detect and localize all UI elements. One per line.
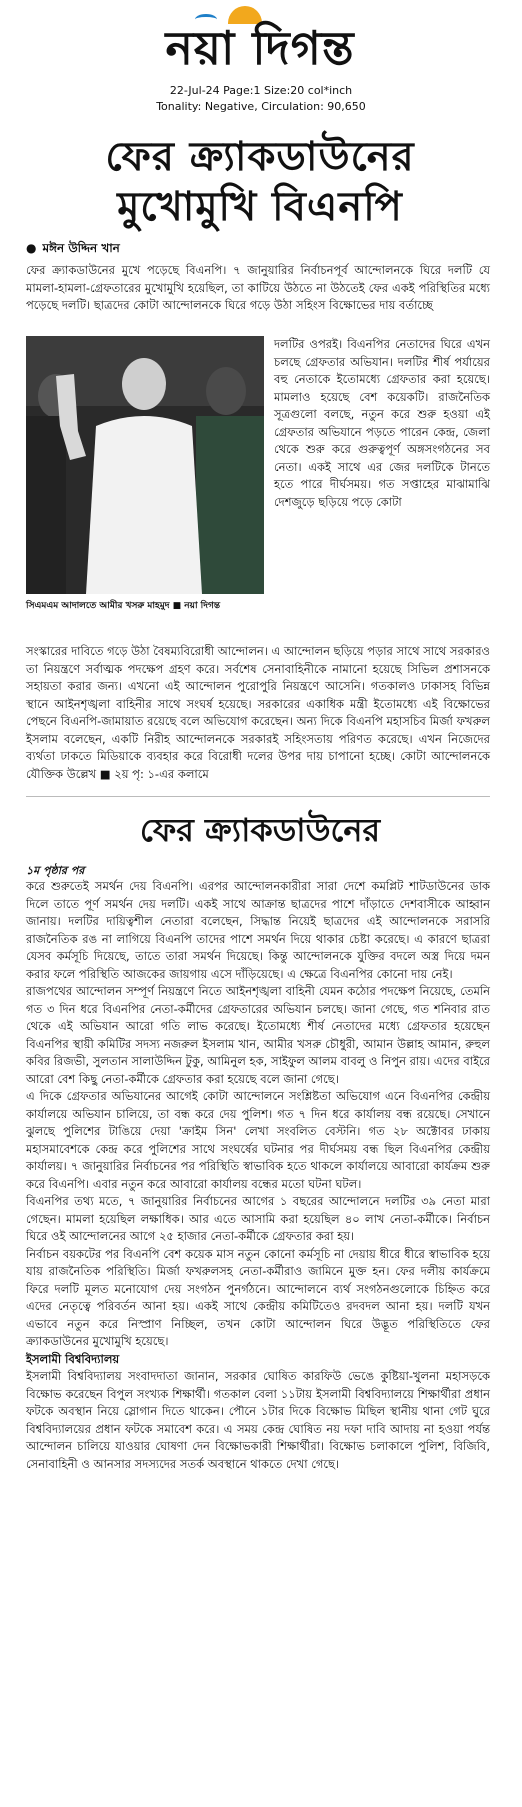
wrap-paragraph: দলটির ওপরই। বিএনপির নেতাদের ঘিরে এখন চলছে গ্রেফতার অভিযান। দলটির শীর্ষ পর্যায়ের বহু নেতাকে ইতোমধ্যে গ্রেফতার করা হয়েছে। মামলাও হয়েছে বেশ কয়েকটি। রাজনৈতিক সূত্রগুলো বলছে, নতুন করে শুরু হওয়া এই গ্রেফতার অভিযানে পড়তে পারেন কেন্দ্র, জেলা থেকে শুরু করে গুরুত্বপূর্ণ অঙ্গসংগঠনের সব নেতা। একই সাথে এর জের দলটিকে টানতে হতে পারে দীর্ঘসময়। গত সপ্তাহের মাঝামাঝি দেশজুড়ে ছড়িয়ে পড়ে কোটা: [274, 337, 490, 509]
clipping-meta-line1: 22-Jul-24 Page:1 Size:20 col*inch: [169, 84, 353, 97]
intro-paragraph: ফের ক্র্যাকডাউনের মুখে পড়েছে বিএনপি। ৭ জানুয়ারির নির্বাচনপূর্ব আন্দোলনকে ঘিরে দলটি যে মামলা-হামলা-গ্রেফতারের মুখোমুখি হয়েছিল, তা কাটিয়ে উঠতে না উঠতেই ফের একই পরিস্থিতির মধ্যে পড়েছে দলটি। ছাত্রদের কোটা আন্দোলনকে ঘিরে গড়ে উঠা সহিংস বিক্ষোভের দায় বর্তাচ্ছে: [26, 263, 490, 312]
body-paragraph: এ দিকে গ্রেফতার অভিযানের আগেই কোটা আন্দোলনে সংশ্লিষ্টতা অভিযোগ এনে বিএনপির কেন্দ্রীয় কার্যালয়ে অভিযান চালিয়ে, তা বন্ধ করে দেয় পুলিশ। গত ৭ দিন ধরে কার্যালয় বন্ধ রয়েছে। সেখানে ঝুলছে পুলিশের টাঙিয়ে দেয়া 'ক্রাইম সিন' লেখা সংবলিত বেস্টনি। গত ২৮ অক্টোবর ঢাকায় মহাসমাবেশকে কেন্দ্র করে পুলিশের সাথে সংঘর্ষের ঘটনার পর দীর্ঘসময় বন্ধ ছিল বিএনপির কেন্দ্রীয় কার্যালয়। ৭ জানুয়ারির নির্বাচনের পর পরিস্থিতি স্বাভাবিক হতে থাকলে কার্যালয়ে আবারো কার্যক্রম শুরু করে বিএনপি। এবার নতুন করে আবারো কার্যালয় বন্ধের মতো ঘটনা ঘটল।: [26, 1089, 490, 1191]
jump-body: [26, 878, 490, 1473]
news-photo: [26, 336, 264, 594]
masthead: [0, 0, 522, 120]
section-divider: [26, 796, 490, 797]
newspaper-logo: নয়া দিগন্ত: [165, 21, 355, 75]
body-paragraph: রাজপথের আন্দোলন সম্পূর্ণ নিয়ন্ত্রণে নিতে আইনশৃঙ্খলা বাহিনী যেমন কঠোর পদক্ষেপ নিয়েছে, তেমনি গত ৩ দিন ধরে বিএনপির নেতা-কর্মীদের গ্রেফতারের অভিযান চলছে। জানা গেছে, গত শনিবার রাত থেকে এই অভিযান আরো গতি লাভ করেছে। ইতোমধ্যে শীর্ষ নেতাদের মধ্যে গ্রেফতার হয়েছেন বিএনপির স্থায়ী কমিটির সদস্য নজরুল ইসলাম খান, আমীর খসরু চৌধুরী, আমান উল্লাহ আমান, রুহুল কবির রিজভী, সুলতান সালাউদ্দিন টুকু, আমিনুল হক, সাইফুল আলম বাবলু ও নিপুন রায়। এদের বাইরে আরো বেশ কিছু নেতা-কর্মীকে গ্রেফতার করা হয়েছে বলে জানা গেছে।: [26, 984, 490, 1086]
subheading: ইসলামী বিশ্ববিদ্যালয়: [26, 1351, 120, 1366]
photo-caption: সিএমএম আদালতে আমীর খসরু মাহমুদ ■ নয়া দিগন্ত: [26, 601, 221, 611]
body-paragraph: ইসলামী বিশ্ববিদ্যালয় সংবাদদাতা জানান, সরকার ঘোষিত কারফিউ ভেঙে কুষ্টিয়া-খুলনা মহাসড়কে বিক্ষোভ করেছেন বিপুল সংখ্যক শিক্ষার্থী। গতকাল বেলা ১১টায় ইসলামী বিশ্ববিদ্যালয়ে শিক্ষার্থীরা প্রধান ফটকে অবস্থান নিয়ে স্লোগান দিতে থাকেন। পৌনে ১টার দিকে বিক্ষোভ মিছিল স্থানীয় থানা গেট ঘুরে বিশ্ববিদ্যালয়ের প্রধান ফটকে সমাবেশ করে। এ সময় কেন্দ্র ঘোষিত নয় দফা দাবি আদায় না হওয়া পর্যন্ত আন্দোলন চালিয়ে যাওয়ার ঘোষণা দেন বিক্ষোভকারী শিক্ষার্থীরা। বিক্ষোভ চলাকালে পুলিশ, বিজিবি, সেনাবাহিনী ও আনসার সদস্যদের সতর্ক অবস্থানে থাকতে দেখা গেছে।: [26, 1369, 490, 1471]
from-page-label: ১ম পৃষ্ঠার পর: [26, 864, 85, 877]
continuation-paragraph: সংস্কারের দাবিতে গড়ে উঠা বৈষম্যবিরোধী আন্দোলন। এ আন্দোলন ছড়িয়ে পড়ার সাথে সাথে সরকারও তা নিয়ন্ত্রণে সর্বাত্মক পদক্ষেপ গ্রহণ করে। সর্বশেষ সেনাবাহিনীকে নামানো হয়েছে সিভিল প্রশাসনকে সহায়তা করার জন্য। এখনো এই আন্দোলন পুরোপুরি নিয়ন্ত্রণে আসেনি। গতকালও ঢাকাসহ বিভিন্ন স্থানে আইনশৃঙ্খলা বাহিনীর সাথে সংঘর্ষ হয়েছে। সরকারের একাধিক মন্ত্রী ইতোমধ্যে এই বিক্ষোভের পেছনে বিএনপি-জামায়াত রয়েছে বলে অভিযোগ করেছেন। অন্য দিকে বিএনপি মহাসচিব মির্জা ফখরুল ইসলাম বলেছেন, একটি নিরীহ আন্দোলনকে সরকারই সহিংসতায় পরিণত করেছে। এখন নিজেদের ব্যর্থতা ঢাকতে মিডিয়াকে ব্যবহার করে বিরোধী দলের উপর দায় চাপানো হচ্ছে। কোটা আন্দোলনকে যৌক্তিক উল্লেখ ■ ২য় পৃ: ১-এর কলামে: [26, 644, 490, 781]
body-paragraph: করে শুরুতেই সমর্থন দেয় বিএনপি। এরপর আন্দোলনকারীরা সারা দেশে কমপ্লিট শাটডাউনের ডাক দিলে তাতে পূর্ণ সমর্থন দেয় দলটি। একই সাথে আক্রান্ত ছাত্রদের পাশে দাঁড়াতে দেশবাসীকে আহ্বান জানায়। দলটির দায়িত্বশীল নেতারা বলেছেন, সিদ্ধান্ত নিয়েই ছাত্রদের এই আন্দোলনকে সরাসরি রাজনৈতিক রঙ না লাগিয়ে বিএনপি তাদের পাশে সমর্থন দিয়ে থাকার চেষ্টা করেছে। এ কারণে ছাত্ররা যেসব কর্মসূচি দিয়েছে, তাতে তারা সমর্থন দিয়েছে। কিন্তু আন্দোলনকে যুক্তির বদলে অস্ত্র দিয়ে দমন করার ফলে পরিস্থিতি আজকের জায়গায় এসে দাঁড়িয়েছে। এ ক্ষেত্রে বিএনপির কোনো দায় নেই।: [26, 879, 490, 981]
clipping-meta-line2: Tonality: Negative, Circulation: 90,650: [156, 100, 366, 113]
headline: ফের ক্র্যাকডাউনের মুখোমুখি বিএনপি: [105, 134, 415, 230]
body-paragraph: বিএনপির তথ্য মতে, ৭ জানুয়ারির নির্বাচনের আগের ১ বছরের আন্দোলনে দলটির ৩৯ নেতা মারা গেছেন। মামলা হয়েছিল লক্ষাধিক। আর এতে আসামি করা হয়েছিল ৪০ লাখ নেতা-কর্মীকে। নির্বাচন ঘিরে ওই আন্দোলনের আগে ২৫ হাজার নেতা-কর্মীকে গ্রেফতার করা হয়।: [26, 1194, 490, 1243]
byline: ● মঈন উদ্দিন খান: [26, 240, 120, 260]
body-paragraph: নির্বাচন বয়কটের পর বিএনপি বেশ কয়েক মাস নতুন কোনো কর্মসূচি না দেয়ায় ধীরে ধীরে স্বাভাবিক হয়ে যায় রাজনৈতিক পরিস্থিতি। মির্জা ফখরুলসহ নেতা-কর্মীরাও জামিনে মুক্ত হন। ফের দলীয় কার্যক্রমে ফিরে দলটি মূলত মনোযোগ দেয় সংগঠন পুনর্গঠনে। আন্দোলনে ব্যর্থ সংগঠনগুলোকে চিহ্নিত করে এদের নেতৃত্বে পরিবর্তন আনা হয়। একই সাথে কেন্দ্রীয় কমিটিতেও রদবদল আনা হয়। দলটি যখন এভাবে নতুন করে নিস্প্রাণ নিচ্ছিল, তখন কোটা আন্দোলন ঘিরে উদ্ভূত পরিস্থিতিতে ফের ক্র্যাকডাউনের মুখোমুখি হয়েছে।: [26, 1246, 490, 1348]
jump-headline: ফের ক্র্যাকডাউনের: [139, 811, 381, 849]
